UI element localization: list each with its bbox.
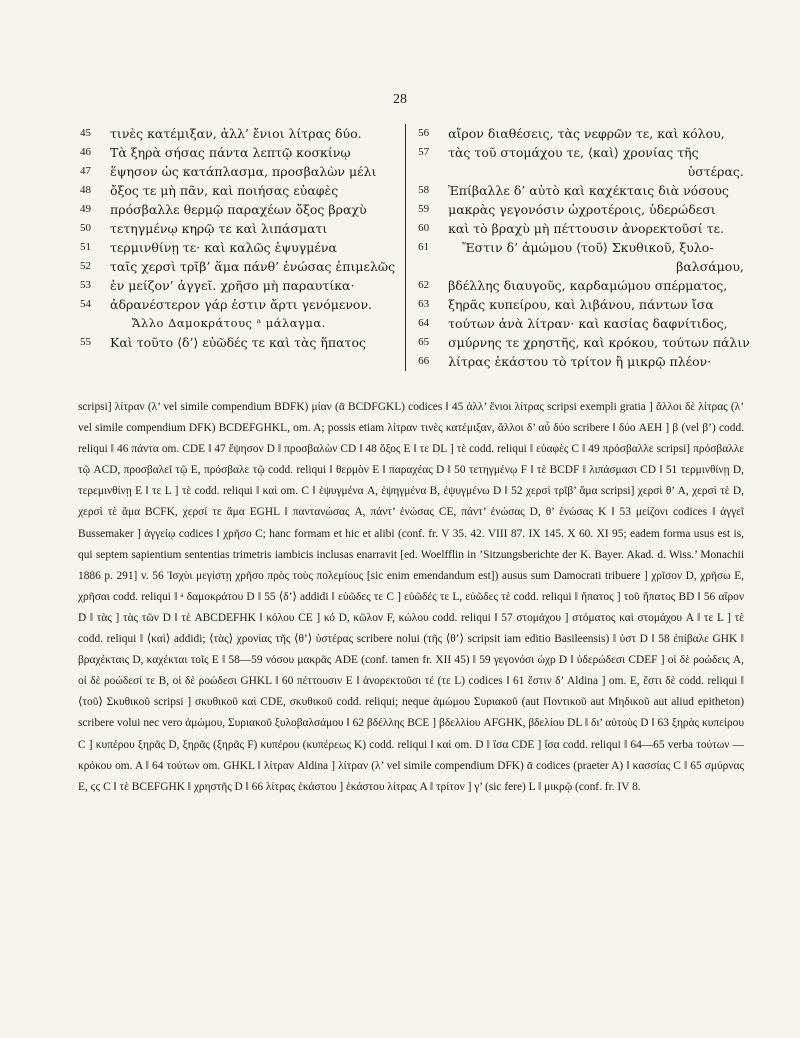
verse-number: 64 — [418, 317, 430, 329]
verse-number: 49 — [80, 203, 91, 215]
verse-text: σμύρνης τε χρηστῆς, καὶ κρόκου, τούτων πάλιν — [448, 335, 750, 350]
verse-number: 58 — [418, 184, 430, 196]
verse-line — [418, 333, 750, 352]
verse-line — [418, 238, 750, 257]
verse-text: Τὰ ξηρὰ σήσας πάντα λεπτῷ κοσκίνῳ — [110, 145, 351, 160]
verse-text: τινὲς κατέμιξαν, ἀλλ’ ἔνιοι λίτρας δύο. — [110, 126, 362, 141]
verse-text: αἴρον διαθέσεις, τὰς νεφρῶν τε, καὶ κόλου, — [448, 126, 725, 141]
verse-number — [418, 257, 448, 276]
verse-number: 66 — [418, 355, 430, 367]
verse-line — [418, 200, 750, 219]
verse-number — [418, 162, 448, 181]
verse-text: τούτων ἀνὰ λίτραν· καὶ κασίας δαφνίτιδος, — [448, 316, 728, 331]
verse-text: λίτρας ἑκάστου τὸ τρίτον ἢ μικρῷ πλέον· — [448, 354, 712, 369]
left-column — [80, 124, 405, 371]
verse-text: ἀδρανέστερον γάρ ἐστιν ἄρτι γενόμενον. — [110, 297, 373, 312]
verse-number: 54 — [80, 298, 91, 310]
verse-line — [80, 181, 395, 200]
verse-line — [418, 295, 750, 314]
verse-line — [80, 333, 395, 352]
verse-text: ἐν μείζον’ ἀγγεῖ. χρῆσο μὴ παραυτίκα· — [110, 278, 355, 293]
verse-line — [80, 276, 395, 295]
verse-number: 45 — [80, 127, 91, 139]
verse-line — [418, 124, 750, 143]
verse-number: 56 — [418, 127, 430, 139]
verse-text: ξηρᾶς κυπείρου, καὶ λιβάνου, πάντων ἴσα — [448, 297, 714, 312]
verse-number: 46 — [80, 146, 91, 158]
critical-apparatus: scripsi] λίτραν (λ’ vel simile compendium BDFK) μίαν (ᾱ BCDFGKL) codices ‖ 45 ἀλλ’ ἔνιοι λίτρας scripsi exempli gratia ] ἄλλοι δὲ λίτρας (λ’ vel simile compendium DFK) BCDEFGHKL, om. A; possis etiam λίτραν τινὲς κατέμιξαν, ἄλλοι δ’ αὖ δύο scribere ‖ δύο AEH ] β (vel β’) codd. reliqui ‖ 46 πάντα om. CDE ‖ 47 ἕψησον D ‖ προσβαλὼν CD ‖ 48 ὄξος E ‖ τε DL ] τὲ codd. reliqui ‖ εὐαφὲς C ‖ 49 πρόσβαλλε scripsi] πρόσβαλλε τῷ ACD, προσβαλεῖ τῷ E, πρόσβαλε τῷ codd. reliqui ‖ θερμὸν E ‖ παραχέας D ‖ 50 τετηγμένῳ F ‖ τὲ BCDF ‖ λιπάσμασι CD ‖ 51 τερμινθίνῃ D, τερεμινθίνῃ E ‖ τε L ] τὲ codd. reliqui ‖ καὶ om. C ‖ ἑψυγμένα A, ἑψηγμένα B, ἐψυγμένω D ‖ 52 χερσὶ τρῖβ’ ἅμα scripsi] χερσὶ θ’ A, χερσὶ τὲ D, χερσὶ τὲ ἅμα BCFK, χερσί τε ἅμα EGHL ‖ παντανώσας A, πάντ’ ἑνώσας CE, πάντ’ ἑνώσας D, θ’ ἑνώσας K ‖ 53 μείζονι codices ‖ ἀγγεῖ Bussemaker ] ἀγγείῳ codices ‖ χρῆσο C; hanc formam et hic et alibi (conf. fr. V 35. 42. VIII 87. IX 145. X 60. XI 95; eadem forma usus est is, qui septem sapientium sententias trimetris iambicis inclusas enarravit [ed. Woelfflin in ’Sitzungsberichte der K. Bayer. Akad. d. Wiss.’ Monachii 1886 p. 291] v. 56 Ἰσχὺι μεγίστῃ χρῆσο πρὸς τοὺς πολεμίους [sic enim emendandum est]) ausus sum Damocrati tribuere ] χρῖσον D, χρῆσω E, χρῆσαι codd. reliqui ‖ ᵃ δαμοκράτου D ‖ 55 ⟨δ’⟩ addidi ‖ εὐῶδες τε C ] εὐῶδές τε L, εὐῶδες τὲ codd. reliqui ‖ ἥπατος ] τοῦ ἥπατος BD ‖ 56 αἴρον D ‖ τὰς ] τὰς τῶν D ‖ τὲ ABCDEFHK ‖ κόλου CE ] κό D, κῶλον F, κώλου codd. reliqui ‖ 57 στομάχου ] στόματος καὶ στομάχου A ‖ τε L ] τὲ codd. reliqui ‖ ⟨καὶ⟩ addidi; ⟨τὰς⟩ χρονίας τῆς ⟨θ’⟩ ὑστέρας scribere nolui (τῆς ⟨θ’⟩ scripsit iam editio Basileensis) ‖ ὑστ D ‖ 58 ἐπίβαλε GHK ‖ βραχέκταις D, καχέκται τοῖς E ‖ 58—59 νόσου μακρᾶς ADE (conf. tamen fr. XII 45) ‖ 59 γεγονόσι ὠχρ D ‖ ὑδερώδεσι CDEF ] οἱ δὲ ροώδεις A, οἱ δὲ ροώδεσί τε B, οἱ δὲ ροώδεσι GHKL ‖ 60 πέττουσιν E ‖ ἀνορεκτοῦσι τέ (τε L) codices ‖ 61 ἔστιν δ’ Aldina ] om. E, ἔστι δὲ codd. reliqui ‖ ⟨τοῦ⟩ Σκυθικοῦ scripsi ] σκυθικοῦ καὶ CDE, σκυθικοῦ codd. reliqui; neque ἀμώμου Συριακοῦ (aut Ποντικοῦ aut Μηδικοῦ aut aliud epitheton) scribere volui nec vero ἀμώμου, Συριακοῦ ξυλοβαλσάμου ‖ 62 βδέλλης BCE ] βδελλίου AFGHK, βδελίου DL ‖ δι’ αὐτοὺς D ‖ 63 ξηρὰς κυπείρου C ] κυπέρου ξηρᾶς D, ξηρᾶς (ξηρᾶς F) κυπέρου (κυπέρεως K) codd. reliqui ‖ καὶ om. D ‖ ἴσα CDE ] ἴσα codd. reliqui ‖ 64—65 verba τούτων — κρόκου om. A ‖ 64 τούτων om. GHKL ‖ λίτραν Aldina ] λίτραν (λ’ vel simile compendium DFK) ᾱ codices (praeter A) ‖ κασσίας C ‖ 65 σμύρνας E, ϛϛ C ‖ τὲ BCEFGHK ‖ χρηστῆς D ‖ 66 λίτρας ἑκάστου ] ἑκάστου λίτρας A ‖ τρίτον ] γ’ (sic fere) L ‖ μικρῷ (conf. fr. IV 8. — [78, 401, 744, 793]
verse-line — [80, 162, 395, 181]
verse-number: 65 — [418, 336, 430, 348]
verse-line — [80, 238, 395, 257]
verse-line — [80, 295, 395, 314]
verse-line — [80, 124, 395, 143]
verse-text: βαλσάμου, — [676, 259, 744, 274]
verse-text: ἕψησον ὡς κατάπλασμα, προσβαλὼν μέλι — [110, 164, 377, 179]
verse-line — [418, 276, 750, 295]
verse-text: τὰς τοῦ στομάχου τε, ⟨καὶ⟩ χρονίας τῆς — [448, 145, 699, 160]
verse-number: 60 — [418, 222, 430, 234]
page-number: 28 — [393, 92, 407, 107]
verse-number: 62 — [418, 279, 430, 291]
verse-number: 63 — [418, 298, 430, 310]
verse-number: 51 — [80, 241, 91, 253]
verse-line — [418, 352, 750, 371]
verse-text: Ἔστιν δ’ ἀμώμου ⟨τοῦ⟩ Σκυθικοῦ, ξυλο- — [462, 240, 714, 255]
verse-text: Καὶ τοῦτο ⟨δ’⟩ εὐῶδές τε καὶ τὰς ἥπατος — [110, 335, 366, 350]
verse-number: 50 — [80, 222, 91, 234]
verse-line — [80, 257, 395, 276]
verse-line — [418, 162, 750, 181]
verse-text: βδέλλης διαυγοῦς, καρδαμώμου σπέρματος, — [448, 278, 728, 293]
verse-text: τερμινθίνῃ τε· καὶ καλῶς ἑψυγμένα — [110, 240, 337, 255]
verse-number: 47 — [80, 165, 91, 177]
verse-text: ὑστέρας. — [687, 164, 744, 179]
verse-number: 53 — [80, 279, 91, 291]
verse-text: μακρὰς γεγονόσιν ὠχροτέροις, ὑδερώδεσι — [448, 202, 716, 217]
verse-line — [418, 257, 750, 276]
verse-text: καὶ τὸ βραχὺ μὴ πέττουσιν ἀνορεκτοῦσί τε. — [448, 221, 725, 236]
verse-number: 59 — [418, 203, 430, 215]
verse-line — [80, 200, 395, 219]
verse-text: Ἐπίβαλλε δ’ αὐτὸ καὶ καχέκταις διὰ νόσους — [448, 183, 729, 198]
poem-text-block — [80, 124, 750, 371]
verse-text: τετηγμένῳ κηρῷ τε καὶ λιπάσματι — [110, 221, 328, 236]
verse-line — [418, 143, 750, 162]
verse-line — [418, 181, 750, 200]
verse-line — [80, 143, 395, 162]
verse-line — [418, 314, 750, 333]
verse-line — [418, 219, 750, 238]
verse-text: πρόσβαλλε θερμῷ παραχέων ὄξος βραχὺ — [110, 202, 367, 217]
right-column — [405, 124, 750, 371]
verse-line — [80, 219, 395, 238]
verse-number: 57 — [418, 146, 430, 158]
verse-number: 61 — [418, 241, 430, 253]
verse-text: ταῖς χερσὶ τρῖβ’ ἅμα πάνθ’ ἑνώσας ἐπιμελῶς — [110, 259, 396, 274]
verse-number: 55 — [80, 336, 91, 348]
verse-number: 52 — [80, 260, 91, 272]
verse-number: 48 — [80, 184, 91, 196]
section-heading: Ἄλλο Δαμοκράτους ᵃ μάλαγμα. — [132, 316, 326, 330]
verse-text: ὄξος τε μὴ πᾶν, καὶ ποιήσας εὐαφὲς — [110, 183, 339, 198]
